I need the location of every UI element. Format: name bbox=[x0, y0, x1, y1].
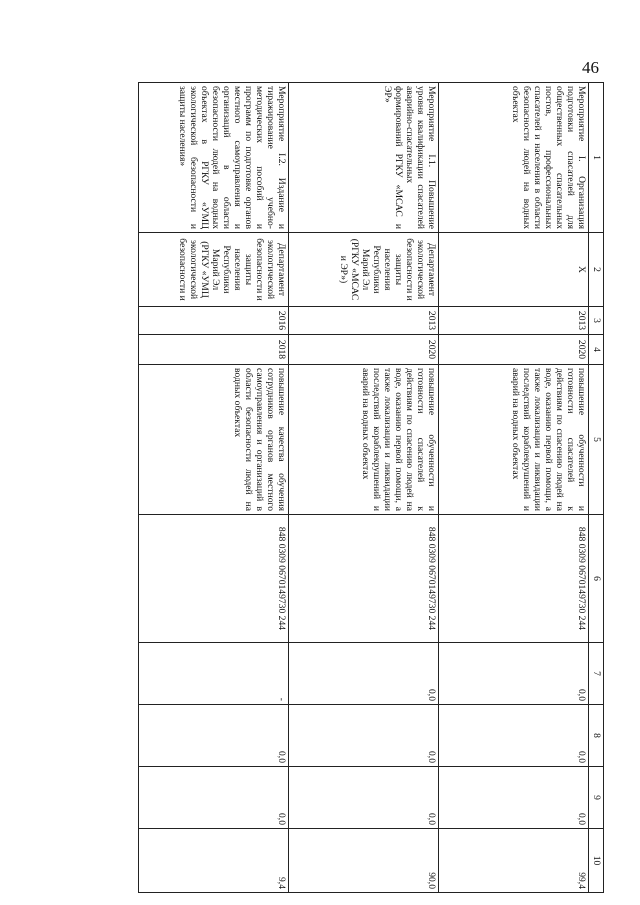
table-row bbox=[139, 83, 289, 893]
activity-name: Мероприятие I. Организация подготовки спасателей для общественных спасательных постов, профессиональных спасателей и населения в области безопасности людей на водных объектах bbox=[439, 83, 589, 233]
column-number-header bbox=[589, 83, 604, 893]
value-col-7: 0,0 bbox=[439, 643, 589, 705]
executor: X bbox=[439, 233, 589, 307]
col-header-6: 6 bbox=[589, 515, 604, 643]
value-col-10: 9,4 bbox=[139, 829, 289, 893]
value-col-7: 0,0 bbox=[289, 643, 439, 705]
table-row bbox=[289, 83, 439, 893]
end-year: 2020 bbox=[289, 335, 439, 365]
program-activities-table bbox=[138, 82, 604, 893]
table-row bbox=[439, 83, 589, 893]
value-col-10: 99,4 bbox=[439, 829, 589, 893]
col-header-2: 2 bbox=[589, 233, 604, 307]
activity-name: Мероприятие I.2. Издание и тиражирование учебно-методических пособий и программ по подготовке органов местного самоуправления и организаций в области безопасности людей на водных объектах в РГКУ «УМЦ экологической безопасности и защиты населения» bbox=[139, 83, 289, 233]
budget-code: 848 0309 0670149730 244 bbox=[289, 515, 439, 643]
value-col-7: - bbox=[139, 643, 289, 705]
value-col-9: 0,0 bbox=[439, 767, 589, 829]
value-col-9: 0,0 bbox=[139, 767, 289, 829]
col-header-7: 7 bbox=[589, 643, 604, 705]
col-header-4: 4 bbox=[589, 335, 604, 365]
expected-result: повышение качества обучения сотрудников органов местного самоуправления и организаций в области безопасности людей на водных объектах bbox=[139, 365, 289, 515]
value-col-8: 0,0 bbox=[439, 705, 589, 767]
end-year: 2020 bbox=[439, 335, 589, 365]
budget-code: 848 0309 0670149730 244 bbox=[439, 515, 589, 643]
start-year: 2013 bbox=[439, 307, 589, 335]
start-year: 2013 bbox=[289, 307, 439, 335]
col-header-10: 10 bbox=[589, 829, 604, 893]
expected-result: повышение обученности и готовности спасателей к действиям по спасению людей на воде, оказанию первой помощи, а также локализации и ликвидации последствий кораблекрушений и аварий на водных объектах bbox=[289, 365, 439, 515]
end-year: 2018 bbox=[139, 335, 289, 365]
start-year: 2016 bbox=[139, 307, 289, 335]
page-number: 46 bbox=[582, 58, 599, 77]
expected-result: повышение обученности и готовности спасателей к действиям по спасению людей на воде, оказанию первой помощи, а также локализации и ликвидации последствий кораблекрушений и аварий на водных объектах bbox=[439, 365, 589, 515]
executor: Департамент экологической безопасности и защиты населения Республики Марий Эл (РГКУ «МСАС и ЭР») bbox=[289, 233, 439, 307]
col-header-5: 5 bbox=[589, 365, 604, 515]
col-header-3: 3 bbox=[589, 307, 604, 335]
col-header-1: 1 bbox=[589, 83, 604, 233]
value-col-8: 0,0 bbox=[289, 705, 439, 767]
col-header-8: 8 bbox=[589, 705, 604, 767]
executor: Департамент экологической безопасности и защиты населения Республики Марий Эл (РГКУ «УМЦ экологической безопасности и bbox=[139, 233, 289, 307]
activity-name: Мероприятие I.1. Повышение уровня квалификации спасателей аварийно-спасательных формирований РГКУ «МСАС и ЭР» bbox=[289, 83, 439, 233]
rotated-table-wrapper bbox=[114, 82, 604, 892]
budget-code: 848 0309 0670149730 244 bbox=[139, 515, 289, 643]
value-col-9: 0,0 bbox=[289, 767, 439, 829]
value-col-10: 90,0 bbox=[289, 829, 439, 893]
value-col-8: 0,0 bbox=[139, 705, 289, 767]
col-header-9: 9 bbox=[589, 767, 604, 829]
